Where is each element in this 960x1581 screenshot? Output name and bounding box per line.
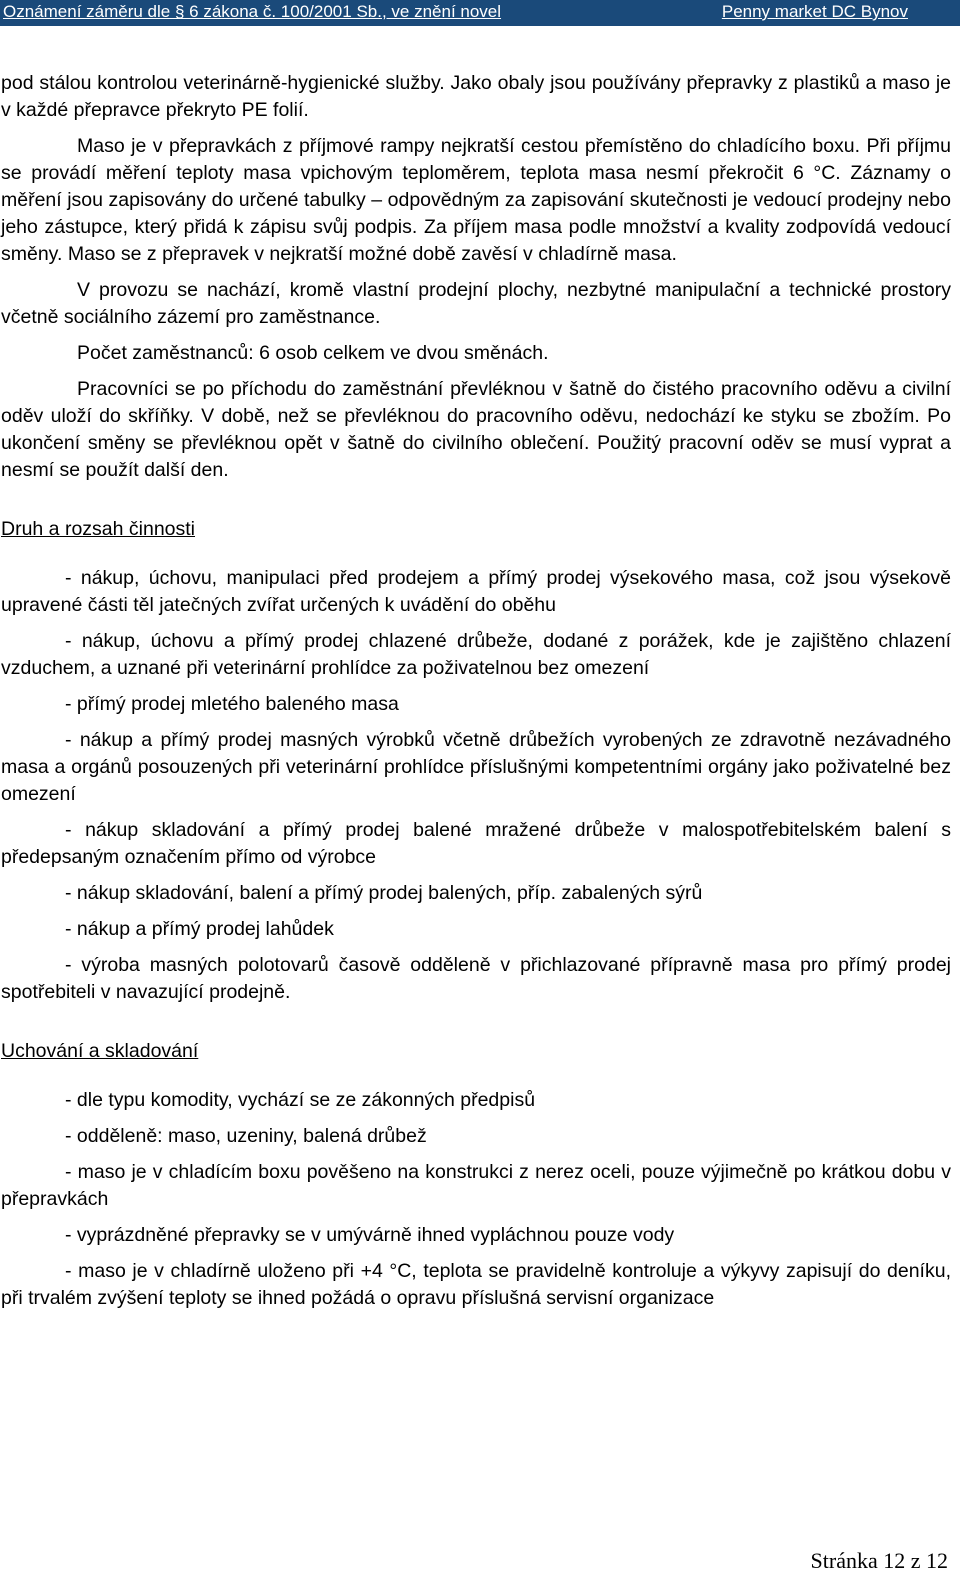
paragraph: Počet zaměstnanců: 6 osob celkem ve dvou směnách. — [77, 342, 549, 364]
list-item: - přímý prodej mletého baleného masa — [65, 693, 399, 715]
section-heading-druh-a-rozsah: Druh a rozsah činnosti — [1, 518, 196, 540]
list-item: - nákup skladování a přímý prodej balené mražené drůbeže v malospotřebitelském balení s předepsaným označením přímo od výrobce — [1, 819, 951, 868]
list-item: - odděleně: maso, uzeniny, balená drůbež — [65, 1125, 427, 1147]
paragraph: Maso je v přepravkách z příjmové rampy nejkratší cestou přemístěno do chladícího boxu. Při příjmu se provádí měření teploty masa vpichovým teploměrem, teplota masa nesmí překročit 6 °C. Záznamy o měření jsou zapisovány do určené tabulky – odpovědným za zapisování skutečnosti je vedoucí prodejny nebo jeho zástupce, který přidá k zápisu svůj podpis. Za příjem masa podle množství a kvality zodpovídá vedoucí směny. Maso se z přepravek v nejkratší možné době zavěsí v chladírně masa. — [1, 135, 951, 265]
list-item: - nákup skladování, balení a přímý prodej balených, příp. zabalených sýrů — [65, 882, 703, 904]
paragraph: V provozu se nachází, kromě vlastní prodejní plochy, nezbytné manipulační a technické prostory včetně sociálního zázemí pro zaměstnance. — [1, 279, 951, 328]
list-item: - nákup a přímý prodej lahůdek — [65, 918, 334, 940]
header-project-name: Penny market DC Bynov — [721, 2, 908, 21]
header-document-title: Oznámení záměru dle § 6 zákona č. 100/2001 Sb., ve znění novel — [3, 2, 502, 21]
list-item: - nákup, úchovu a přímý prodej chlazené drůbeže, dodané z porážek, kde je zajištěno chlazení vzduchem, a uznané při veterinární prohlídce za poživatelnou bez omezení — [1, 630, 951, 679]
total-pages: 12 — [926, 1548, 948, 1573]
list-item: - maso je v chladírně uloženo při +4 °C, teplota se pravidelně kontroluje a výkyvy zapisují do deníku, při trvalém zvýšení teploty se ihned požádá o opravu příslušná servisní organizace — [1, 1260, 951, 1309]
list-item: - maso je v chladícím boxu pověšeno na konstrukci z nerez oceli, pouze výjimečně po krátkou dobu v přepravkách — [1, 1161, 951, 1210]
paragraph: pod stálou kontrolou veterinárně-hygienické služby. Jako obaly jsou používány přepravky z plastiků a maso je v každé přepravce překryto PE folií. — [1, 72, 951, 121]
page-separator: z — [910, 1548, 921, 1573]
list-item: - nákup a přímý prodej masných výrobků včetně drůbežích vyrobených ze zdravotně nezávadného masa a orgánů posouzených při veterinární prohlídce příslušnými kompetentními orgány jako poživatelné bez omezení — [1, 729, 951, 805]
list-item: - nákup, úchovu, manipulaci před prodejem a přímý prodej výsekového masa, což jsou výsekově upravené části těl jatečných zvířat určených k uvádění do oběhu — [1, 567, 951, 616]
document-body — [1, 70, 951, 1321]
page-header — [0, 0, 960, 26]
list-item: - vyprázdněné přepravky se v umývárně ihned vypláchnou pouze vody — [65, 1224, 675, 1246]
list-item: - dle typu komodity, vychází se ze zákonných předpisů — [65, 1089, 536, 1111]
page-number — [811, 1548, 948, 1574]
current-page: 12 — [883, 1548, 906, 1573]
page-label: Stránka — [810, 1548, 878, 1573]
paragraph: Pracovníci se po příchodu do zaměstnání převléknou v šatně do čistého pracovního oděvu a civilní oděv uloží do skříňky. V době, než se převléknou do pracovního oděvu, nedochází ke styku se zbožím. Po ukončení směny se převléknou opět v šatně do civilního oblečení. Použitý pracovní oděv se musí vyprat a nesmí se použít další den. — [1, 378, 951, 481]
section-heading-uchovani: Uchování a skladování — [1, 1040, 199, 1062]
list-item: - výroba masných polotovarů časově odděleně v přichlazované přípravně masa pro přímý prodej spotřebiteli v navazující prodejně. — [1, 954, 951, 1003]
